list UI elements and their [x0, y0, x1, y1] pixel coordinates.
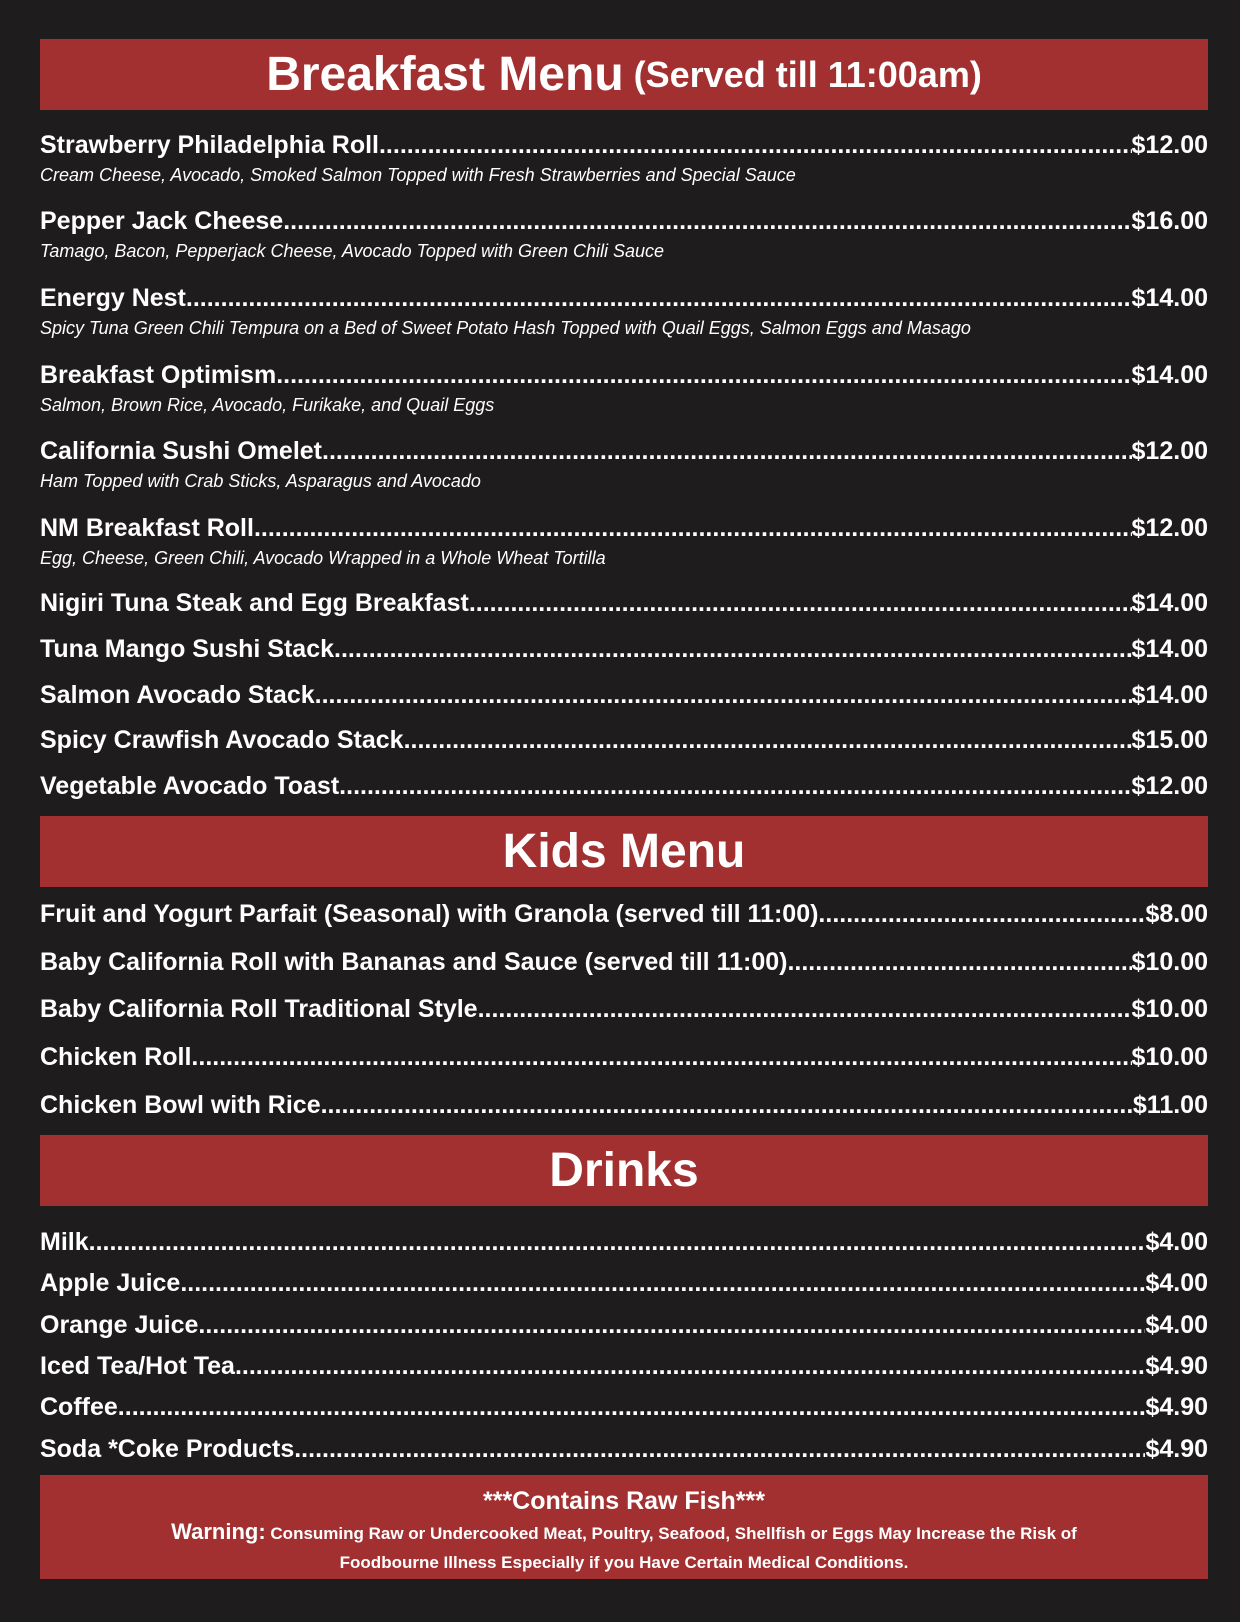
warning-text: Consuming Raw or Undercooked Meat, Poultry, Seafood, Shellfish or Eggs May Increase the Risk of Foodbourne Illness Especially if you Have Certain Medical Conditions. [270, 1524, 1077, 1572]
item-name: Coffee [40, 1393, 118, 1421]
menu-item [40, 1392, 1208, 1422]
breakfast-menu-subtitle: (Served till 11:00am) [633, 53, 982, 95]
item-price: $12.00 [1131, 772, 1208, 800]
menu-item [40, 1351, 1208, 1381]
item-name: Baby California Roll Traditional Style [40, 995, 478, 1023]
item-price: $4.90 [1145, 1393, 1208, 1421]
warning-label: Warning: [171, 1519, 266, 1544]
menu-item [40, 771, 1208, 801]
raw-fish-warning [40, 1475, 1208, 1579]
item-name: Energy Nest [40, 284, 186, 312]
menu-item [40, 680, 1208, 710]
item-price: $15.00 [1131, 726, 1208, 754]
item-name: Strawberry Philadelphia Roll [40, 131, 379, 159]
item-description: Ham Topped with Crab Sticks, Asparagus and Avocado [40, 471, 481, 491]
item-name: Iced Tea/Hot Tea [40, 1352, 235, 1380]
item-description: Tamago, Bacon, Pepperjack Cheese, Avocado Topped with Green Chili Sauce [40, 241, 665, 261]
item-name: Spicy Crawfish Avocado Stack [40, 726, 404, 754]
item-name: Apple Juice [40, 1269, 181, 1297]
menu-item [40, 725, 1208, 755]
item-price: $14.00 [1131, 681, 1208, 709]
item-price: $4.00 [1145, 1269, 1208, 1297]
menu-item [40, 130, 1208, 188]
menu-item [40, 1042, 1208, 1072]
menu-item [40, 360, 1208, 418]
menu-item [40, 947, 1208, 977]
menu-item [40, 1310, 1208, 1340]
menu-item [40, 1434, 1208, 1464]
warning-text-block [40, 1517, 1208, 1577]
item-description: Salmon, Brown Rice, Avocado, Furikake, and Quail Eggs [40, 395, 495, 415]
item-name: Nigiri Tuna Steak and Egg Breakfast [40, 589, 469, 617]
item-price: $14.00 [1131, 589, 1208, 617]
menu-item [40, 1268, 1208, 1298]
item-price: $4.00 [1145, 1228, 1208, 1256]
item-price: $4.90 [1145, 1352, 1208, 1380]
kids-menu-title: Kids Menu [502, 825, 746, 878]
menu-item [40, 588, 1208, 618]
item-name: Orange Juice [40, 1311, 199, 1339]
item-price: $10.00 [1131, 948, 1208, 976]
item-price: $12.00 [1131, 514, 1208, 542]
breakfast-menu-header [40, 39, 1208, 110]
item-description: Egg, Cheese, Green Chili, Avocado Wrapped in a Whole Wheat Tortilla [40, 548, 606, 568]
item-price: $14.00 [1131, 361, 1208, 389]
item-name: Milk [40, 1228, 89, 1256]
item-name: Salmon Avocado Stack [40, 681, 315, 709]
menu-item [40, 436, 1208, 494]
item-price: $12.00 [1131, 131, 1208, 159]
item-price: $4.90 [1145, 1435, 1208, 1463]
menu-item [40, 1227, 1208, 1257]
menu-item [40, 899, 1208, 929]
menu-item [40, 513, 1208, 571]
item-name: Pepper Jack Cheese [40, 207, 284, 235]
item-name: NM Breakfast Roll [40, 514, 254, 542]
item-description: Spicy Tuna Green Chili Tempura on a Bed of Sweet Potato Hash Topped with Quail Eggs, Salmon Eggs and Masago [40, 318, 971, 338]
menu-item [40, 283, 1208, 341]
item-name: Breakfast Optimism [40, 361, 277, 389]
menu-item [40, 206, 1208, 264]
item-name: Chicken Bowl with Rice [40, 1091, 321, 1119]
item-price: $12.00 [1131, 437, 1208, 465]
item-name: Soda *Coke Products [40, 1435, 295, 1463]
menu-item [40, 994, 1208, 1024]
item-price: $11.00 [1132, 1091, 1208, 1119]
item-price: $10.00 [1131, 995, 1208, 1023]
item-name: Baby California Roll with Bananas and Sauce (served till 11:00) [40, 948, 788, 976]
item-price: $16.00 [1131, 207, 1208, 235]
item-description: Cream Cheese, Avocado, Smoked Salmon Topped with Fresh Strawberries and Special Sauce [40, 165, 796, 185]
kids-menu-header [40, 816, 1208, 887]
item-name: Vegetable Avocado Toast [40, 772, 340, 800]
menu-item [40, 1090, 1208, 1120]
item-name: California Sushi Omelet [40, 437, 323, 465]
warning-headline: ***Contains Raw Fish*** [482, 1487, 765, 1515]
item-price: $14.00 [1131, 635, 1208, 663]
item-name: Tuna Mango Sushi Stack [40, 635, 335, 663]
item-price: $8.00 [1145, 900, 1208, 928]
item-price: $4.00 [1145, 1311, 1208, 1339]
item-name: Chicken Roll [40, 1043, 192, 1071]
drinks-title: Drinks [549, 1144, 699, 1197]
item-price: $14.00 [1131, 284, 1208, 312]
menu-item [40, 634, 1208, 664]
item-price: $10.00 [1131, 1043, 1208, 1071]
breakfast-menu-title: Breakfast Menu [266, 48, 624, 101]
item-name: Fruit and Yogurt Parfait (Seasonal) with Granola (served till 11:00) [40, 900, 819, 928]
drinks-header [40, 1135, 1208, 1206]
